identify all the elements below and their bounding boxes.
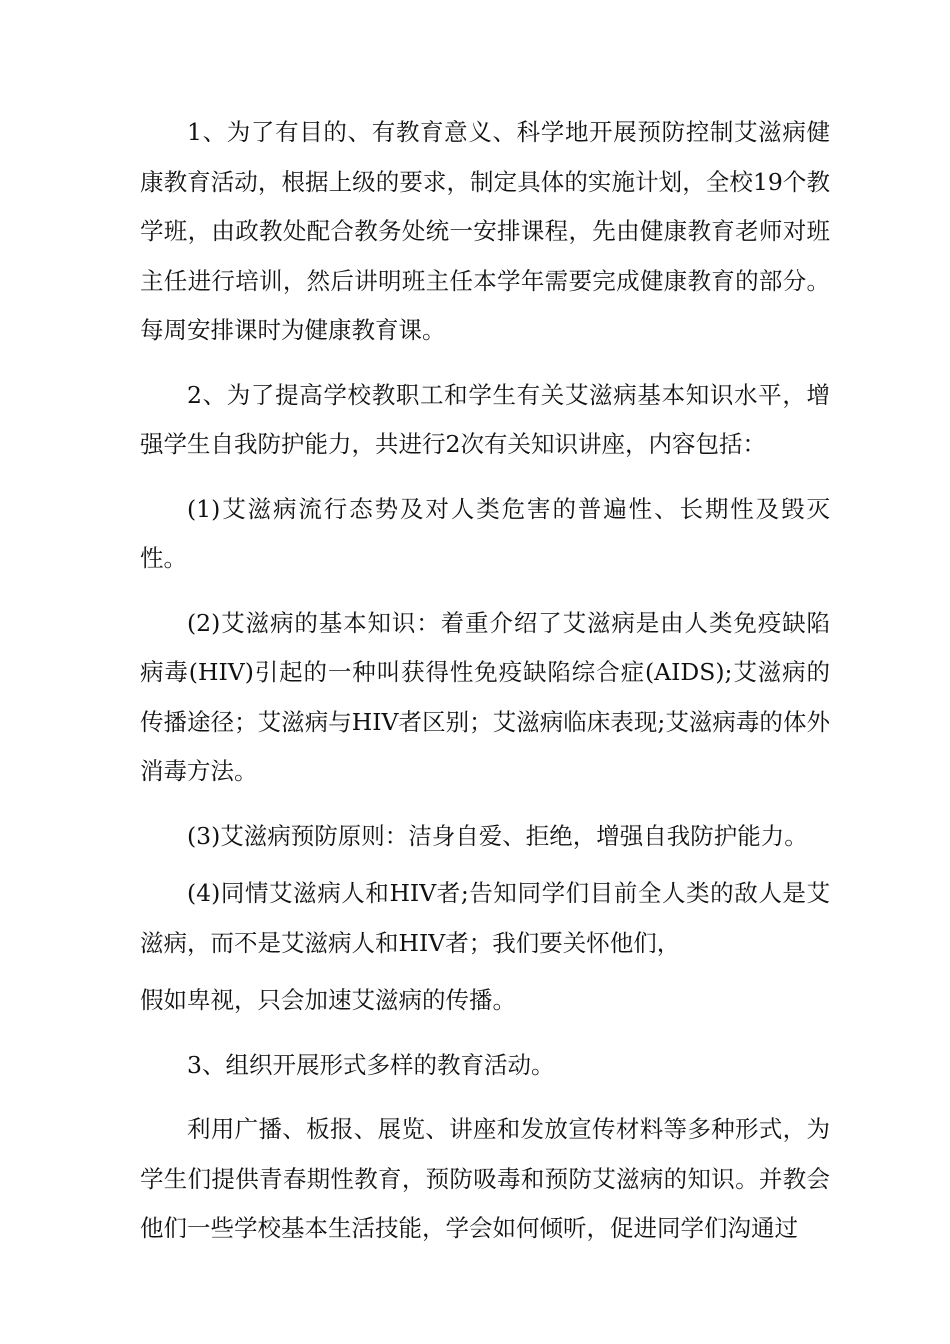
paragraph-activities: 利用广播、板报、展览、讲座和发放宣传材料等多种形式，为学生们提供青春期性教育，预防吸毒和预防艾滋病的知识。并教会他们一些学校基本生活技能，学会如何倾听，促进同学们沟通过 [140, 1115, 830, 1242]
document-body [140, 108, 830, 1269]
paragraph-continuation: 假如卑视，只会加速艾滋病的传播。 [140, 986, 516, 1014]
paragraph-item-3: 3、组织开展形式多样的教育活动。 [187, 1050, 555, 1079]
paragraph-subitem-1: (1)艾滋病流行态势及对人类危害的普遍性、长期性及毁灭性。 [140, 494, 830, 572]
paragraph-subitem-2: (2)艾滋病的基本知识：着重介绍了艾滋病是由人类免疫缺陷病毒(HIV)引起的一种叫获得性免疫缺陷综合症(AIDS);艾滋病的传播途径；艾滋病与HIV者区别；艾滋病临床表现;艾滋病毒的体外消毒方法。 [140, 608, 830, 785]
paragraph-item-2: 2、为了提高学校教职工和学生有关艾滋病基本知识水平，增强学生自我防护能力，共进行2次有关知识讲座，内容包括： [140, 380, 830, 458]
paragraph-item-1: 1、为了有目的、有教育意义、科学地开展预防控制艾滋病健康教育活动，根据上级的要求，制定具体的实施计划，全校19个教学班，由政教处配合教务处统一安排课程，先由健康教育老师对班主任进行培训，然后讲明班主任本学年需要完成健康教育的部分。每周安排课时为健康教育课。 [140, 118, 830, 344]
paragraph-subitem-3: (3)艾滋病预防原则：洁身自爱、拒绝，增强自我防护能力。 [187, 821, 808, 850]
paragraph-subitem-4: (4)同情艾滋病人和HIV者;告知同学们目前全人类的敌人是艾滋病，而不是艾滋病人和HIV者；我们要关怀他们， [140, 879, 830, 957]
